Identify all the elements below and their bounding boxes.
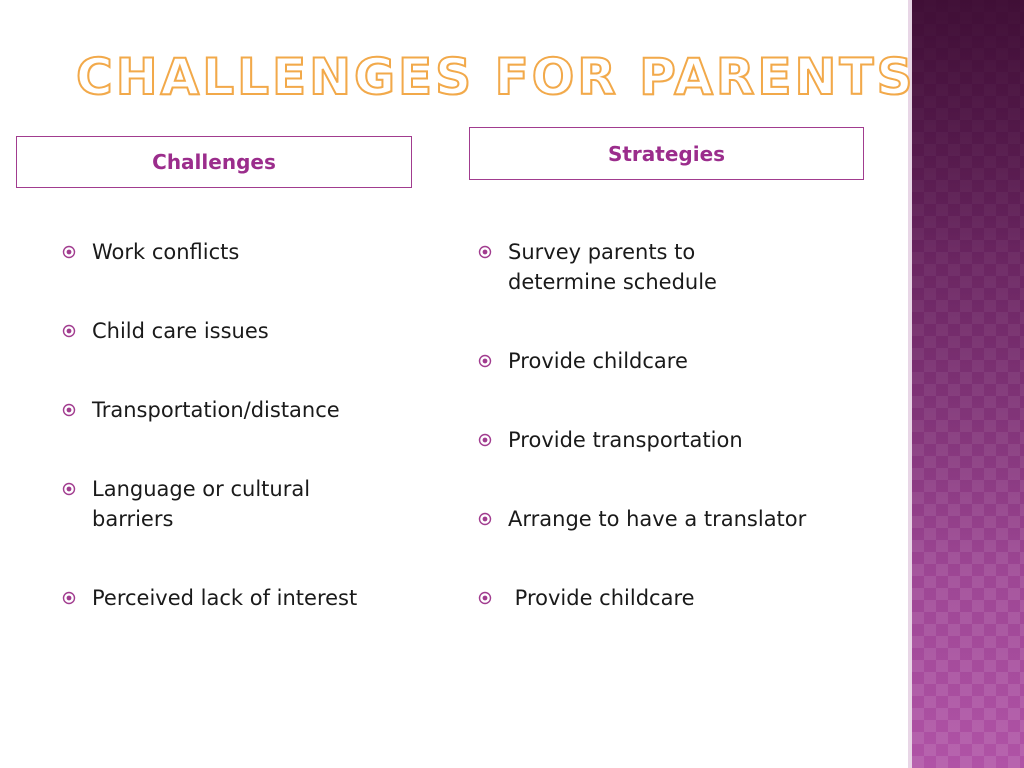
strategy-item-text: Survey parents to determine schedule (508, 240, 717, 294)
strategies-header-label: Strategies (607, 142, 726, 166)
strategies-list (478, 237, 878, 613)
strategy-item-text: Arrange to have a translator (508, 507, 807, 531)
challenge-item (62, 395, 412, 425)
strategy-item-text: Provide childcare (508, 586, 695, 610)
challenge-item (62, 474, 362, 534)
circled-dot-bullet-icon (478, 512, 492, 526)
decorative-side-panel (912, 0, 1024, 768)
circled-dot-bullet-icon (62, 324, 76, 338)
challenges-header-label: Challenges (152, 150, 276, 174)
challenge-item (62, 237, 412, 267)
strategy-item-text: Provide childcare (508, 349, 688, 373)
circled-dot-bullet-icon (478, 245, 492, 259)
strategy-item (478, 346, 878, 376)
challenges-header (16, 136, 412, 188)
circled-dot-bullet-icon (62, 482, 76, 496)
circled-dot-bullet-icon (62, 403, 76, 417)
circled-dot-bullet-icon (62, 591, 76, 605)
challenge-item-text: Transportation/distance (92, 398, 340, 422)
strategy-item (478, 425, 878, 455)
strategy-item-text: Provide transportation (508, 428, 743, 452)
challenge-item-text: Perceived lack of interest (92, 586, 358, 610)
strategy-item (478, 583, 878, 613)
strategies-header (469, 127, 864, 180)
circled-dot-bullet-icon (478, 354, 492, 368)
slide-title: CHALLENGES FOR PARENTS (76, 48, 916, 106)
challenge-item (62, 583, 412, 613)
challenge-item (62, 316, 412, 346)
circled-dot-bullet-icon (478, 433, 492, 447)
challenges-list (62, 237, 412, 613)
challenge-item-text: Work conflicts (92, 240, 240, 264)
strategy-item (478, 237, 778, 297)
circled-dot-bullet-icon (62, 245, 76, 259)
challenge-item-text: Child care issues (92, 319, 269, 343)
circled-dot-bullet-icon (478, 591, 492, 605)
strategy-item (478, 504, 878, 534)
challenge-item-text: Language or cultural barriers (92, 477, 311, 531)
